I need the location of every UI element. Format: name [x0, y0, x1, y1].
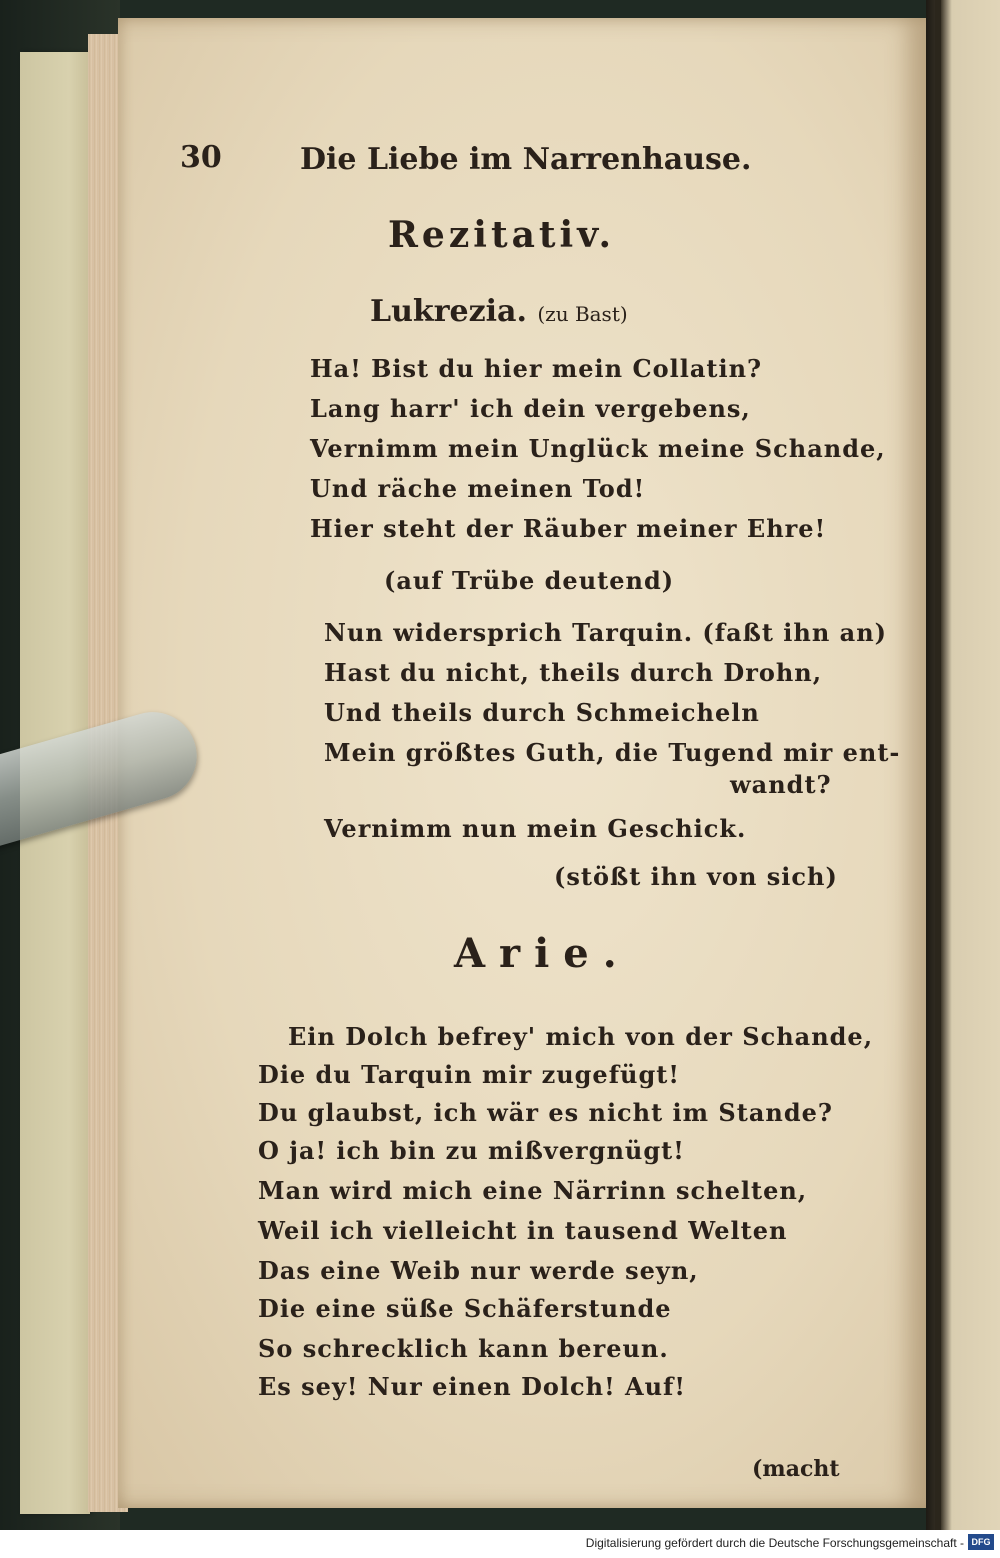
aria-line: Ein Dolch befrey' mich von der Schande,: [288, 1022, 874, 1051]
recitative-line-continued: wandt?: [730, 770, 832, 799]
recitative-line: Vernimm mein Unglück meine Schande,: [310, 434, 886, 463]
page-number: 30: [180, 140, 222, 175]
aria-line: Die eine süße Schäferstunde: [258, 1294, 672, 1323]
aria-line: Das eine Weib nur werde seyn,: [258, 1256, 699, 1285]
aria-line: So schrecklich kann bereun.: [258, 1334, 669, 1363]
speaker-label: Lukrezia.: [370, 294, 527, 329]
aria-line: Die du Tarquin mir zugefügt!: [258, 1060, 680, 1089]
recitative-line: Ha! Bist du hier mein Collatin?: [310, 354, 763, 383]
aria-line: Du glaubst, ich wär es nicht im Stande?: [258, 1098, 833, 1127]
recitative-line: Mein größtes Guth, die Tugend mir ent-: [324, 738, 901, 767]
aria-heading: Arie.: [454, 930, 631, 977]
footer-credit: Digitalisierung gefördert durch die Deutsche Forschungsgemeinschaft -: [585, 1536, 964, 1550]
dfg-logo: DFG: [968, 1534, 994, 1550]
recitative-line: Hier steht der Räuber meiner Ehre!: [310, 514, 827, 543]
recitative-line: Und theils durch Schmeicheln: [324, 698, 760, 727]
speaker-direction: (zu Bast): [537, 302, 628, 326]
speaker-name: [370, 294, 628, 329]
aria-line: Man wird mich eine Närrinn schelten,: [258, 1176, 808, 1205]
running-title: Die Liebe im Narrenhause.: [300, 142, 752, 177]
recitative-line: Lang harr' ich dein vergebens,: [310, 394, 751, 423]
book-spine-shadow: [935, 0, 941, 1530]
aria-line: Weil ich vielleicht in tausend Welten: [258, 1216, 788, 1245]
book-page: [118, 18, 926, 1508]
recitative-line: Vernimm nun mein Geschick.: [324, 814, 747, 843]
stage-direction: (auf Trübe deutend): [384, 566, 675, 595]
aria-line: Es sey! Nur einen Dolch! Auf!: [258, 1372, 686, 1401]
aria-line: O ja! ich bin zu mißvergnügt!: [258, 1136, 685, 1165]
recitative-line: Nun widersprich Tarquin. (faßt ihn an): [324, 618, 888, 647]
catchword: (macht: [752, 1456, 840, 1482]
recitative-line: Hast du nicht, theils durch Drohn,: [324, 658, 823, 687]
recitative-heading: Rezitativ.: [388, 214, 616, 256]
recitative-line: Und räche meinen Tod!: [310, 474, 646, 503]
stage-direction: (stößt ihn von sich): [554, 862, 838, 891]
